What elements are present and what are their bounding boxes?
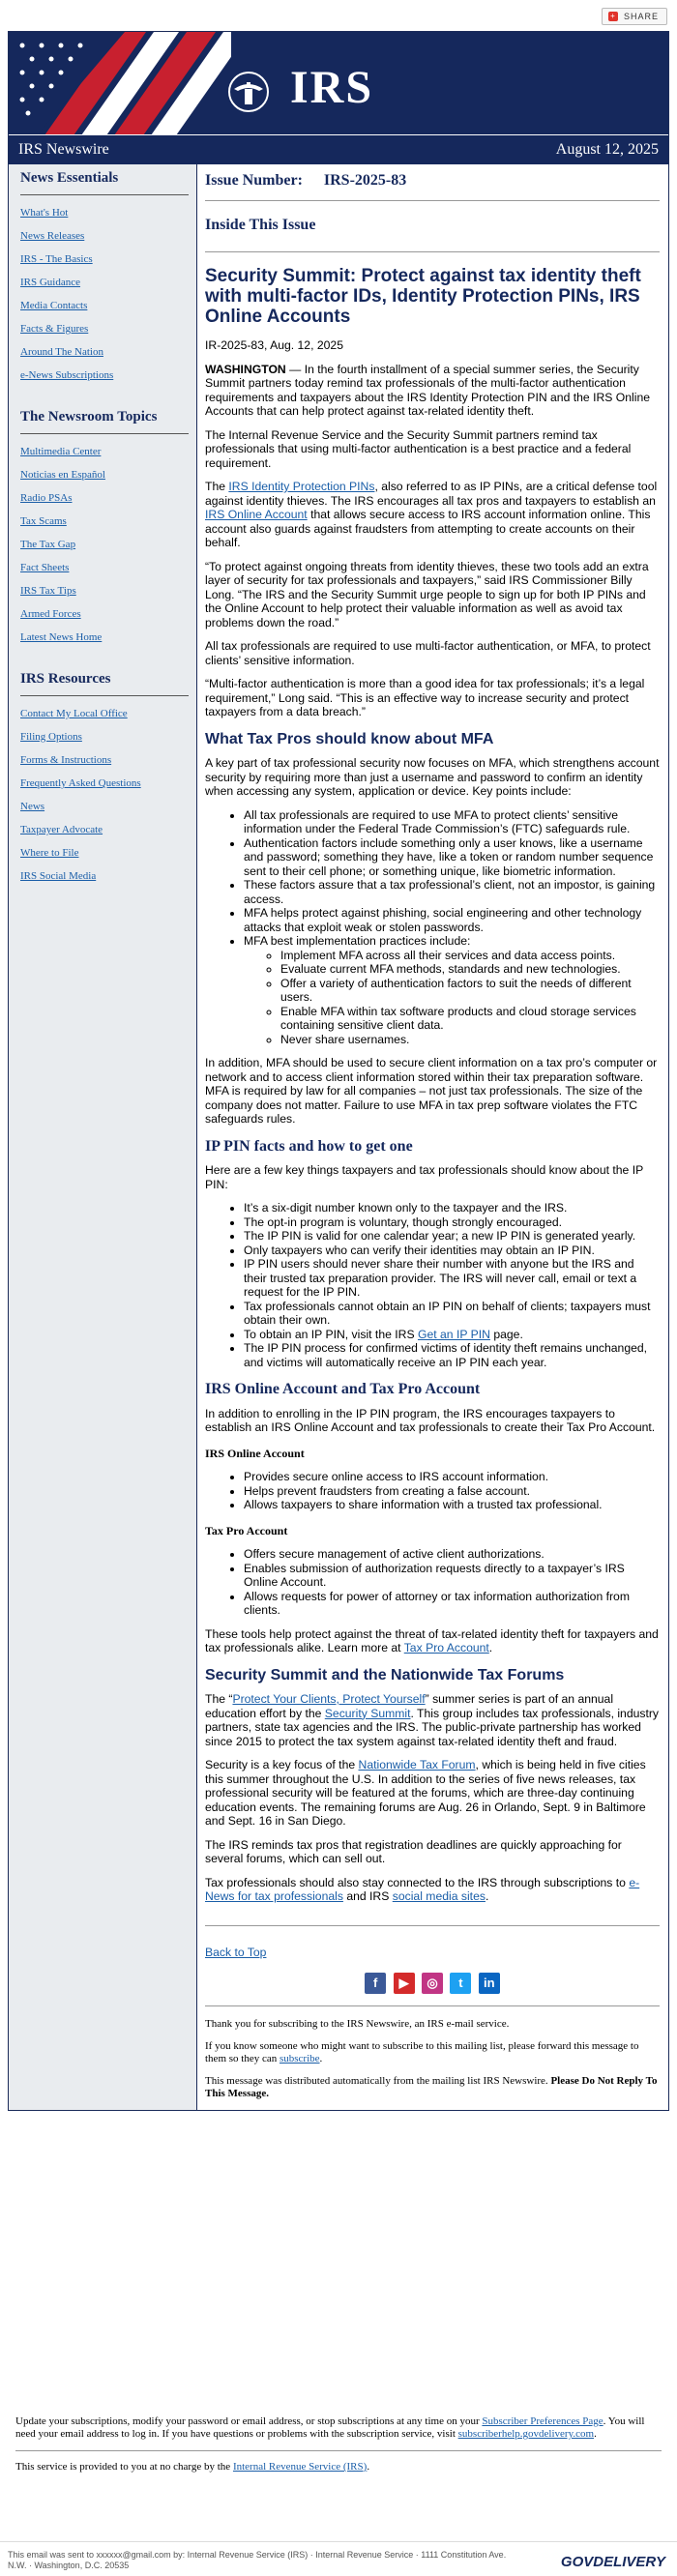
mfa-list xyxy=(205,808,660,1047)
get-ip-pin-link[interactable]: Get an IP PIN xyxy=(417,1327,490,1341)
subscriberhelp-link[interactable]: subscriberhelp.govdelivery.com xyxy=(457,2428,595,2440)
paragraph: The “Protect Your Clients, Protect Yourself” summer series is part of an annual education effort by the Security Summit. This group includes tax professionals, industry partners, state tax agencies and the IRS. The public-private partnership has worked since 2015 to protect the tax system against tax-related identity theft and fraud. xyxy=(205,1692,660,1748)
share-label: SHARE xyxy=(623,12,659,21)
paragraph: “Multi-factor authentication is more than a good idea for tax professionals; it’s a legal requirement,” Long said. “This is an effective way to increase security and protect taxpayers from a data breach.” xyxy=(205,677,645,718)
youtube-icon[interactable]: ▶ xyxy=(394,1973,415,1994)
protect-clients-link[interactable]: Protect Your Clients, Protect Yourself xyxy=(232,1692,426,1706)
sidebar-link[interactable]: Fact Sheets xyxy=(20,562,70,573)
section-heading-online: IRS Online Account and Tax Pro Account xyxy=(205,1381,481,1397)
paragraph: The IRS reminds tax pros that registration deadlines are quickly approaching for several forums, which can sell out. xyxy=(205,1837,622,1865)
divider xyxy=(205,1925,660,1926)
linkedin-icon[interactable]: in xyxy=(479,1973,500,1994)
subheading-online-account: IRS Online Account xyxy=(205,1446,305,1460)
content-columns xyxy=(9,164,668,2110)
section-heading-summit: Security Summit and the Nationwide Tax Forums xyxy=(205,1666,565,1683)
sidebar-link[interactable]: Where to File xyxy=(20,847,79,859)
list-item: • MFA helps protect against phishing, social engineering and other technology attacks that exploit weak or stolen passwords. xyxy=(244,906,660,934)
list-item: • Allows taxpayers to share information with a trusted tax professional. xyxy=(244,1498,660,1512)
list-item: • IP PIN users should never share their number with anyone but the IRS and their trusted tax preparation provider. The IRS will never call, email or text a request for the IP PIN. xyxy=(244,1257,660,1300)
subheading-tax-pro-account: Tax Pro Account xyxy=(205,1523,288,1537)
sidebar-link[interactable]: Latest News Home xyxy=(20,631,103,643)
sidebar-link[interactable]: Forms & Instructions xyxy=(20,754,112,766)
flag-graphic xyxy=(9,32,231,134)
paragraph: All tax professionals are required to use multi-factor authentication, or MFA, to protect clients’ sensitive information. xyxy=(205,639,651,667)
issue-number-value: IRS-2025-83 xyxy=(323,172,407,189)
paragraph: In addition to enrolling in the IP PIN program, the IRS encourages taxpayers to establish an IRS Online Account and tax professionals to create their Tax Pro Account. xyxy=(205,1406,656,1434)
inside-this-issue: Inside This Issue xyxy=(205,219,660,253)
irs-logo xyxy=(226,61,373,114)
subscribe-link[interactable]: subscribe xyxy=(279,2053,320,2064)
sidebar-link[interactable]: Tax Scams xyxy=(20,515,67,527)
back-to-top-link[interactable]: Back to Top xyxy=(205,1945,267,1959)
list-item: • Offers secure management of active client authorizations. xyxy=(244,1547,660,1562)
sidebar-heading: News Essentials xyxy=(20,170,189,195)
sidebar-section xyxy=(20,671,189,883)
section-heading-mfa: What Tax Pros should know about MFA xyxy=(205,730,494,747)
sidebar-heading: The Newsroom Topics xyxy=(20,409,189,434)
sidebar-link[interactable]: IRS Tax Tips xyxy=(20,585,76,597)
newsletter-frame xyxy=(8,31,669,2111)
paragraph: Tax professionals should also stay connected to the IRS through subscriptions to e-News for tax professionals and IRS social media sites. xyxy=(205,1875,640,1903)
sidebar-link[interactable]: e-News Subscriptions xyxy=(20,369,114,381)
twitter-icon[interactable]: t xyxy=(450,1973,471,1994)
sidebar-section xyxy=(20,170,189,382)
tax-forum-link[interactable]: Nationwide Tax Forum xyxy=(358,1758,476,1771)
issue-label: Issue Number: xyxy=(205,172,303,189)
share-button[interactable] xyxy=(602,8,667,25)
social-icons xyxy=(205,1973,660,1994)
list-item: • The IP PIN is valid for one calendar year; a new IP PIN is generated yearly. xyxy=(244,1229,660,1244)
list-item: • The IP PIN process for confirmed victims of identity theft remains unchanged, and victims will automatically receive an IP PIN each year. xyxy=(244,1341,660,1369)
sidebar-link[interactable]: Around The Nation xyxy=(20,346,103,358)
paragraph: These tools help protect against the threat of tax-related identity theft for taxpayers and tax professionals alike. Learn more at Tax Pro Account. xyxy=(205,1626,659,1654)
forward-text: If you know someone who might want to subscribe to this mailing list, please forward this message to them so they can subscribe. xyxy=(205,2040,639,2064)
legal-text: This email was sent to xxxxxx@gmail.com by: Internal Revenue Service (IRS) · Internal Revenue Service · 1111 Constitution Ave. N.W. · Washington, D.C. 20535 xyxy=(8,2550,507,2570)
instagram-icon[interactable]: ◎ xyxy=(422,1973,443,1994)
list-item: ◦ Evaluate current MFA methods, standards and new technologies. xyxy=(280,962,660,977)
sidebar-link[interactable]: Multimedia Center xyxy=(20,446,102,457)
sidebar-link[interactable]: Media Contacts xyxy=(20,300,88,311)
sidebar-link[interactable]: Filing Options xyxy=(20,731,82,743)
list-item: • The opt-in program is voluntary, though strongly encouraged. xyxy=(244,1215,660,1230)
list-item: • MFA best implementation practices include: ◦ Implement MFA across all their services and data access points. ◦ Evaluate current MFA methods, standards and new technologies. ◦ Offer a variety of authentication factors to suit the needs of different users. ◦ Enable MFA within tax software products and cloud storage services containing sensitive client data. ◦ Never share usernames. xyxy=(244,934,660,1046)
service-text: This service is provided to you at no charge by the Internal Revenue Service (IRS). xyxy=(15,2461,370,2473)
sidebar-link[interactable]: Radio PSAs xyxy=(20,492,73,504)
list-item: • Tax professionals cannot obtain an IP PIN on behalf of clients; taxpayers must obtain their own. xyxy=(244,1300,660,1328)
taxpro-list xyxy=(205,1547,660,1618)
eagle-icon xyxy=(226,70,271,114)
list-item: • Enables submission of authorization requests directly to a taxpayer’s IRS Online Account. xyxy=(244,1562,660,1590)
sidebar-section xyxy=(20,409,189,644)
paragraph: Security is a key focus of the Nationwide Tax Forum, which is being held in five cities this summer throughout the U.S. In addition to the series of five news releases, tax professional security will be featured at the forums, which are three-day continuing education events. The remaining forums are Aug. 26 in Orlando, Sept. 9 in Baltimore and Sept. 16 in San Diego. xyxy=(205,1758,646,1828)
title-bar xyxy=(9,134,668,164)
list-item: • Authentication factors include something only a user knows, like a username and password; something they have, like a token or random number sequence sent to their cell phone; or something unique, like biometric information. xyxy=(244,836,660,879)
irs-logo-text: IRS xyxy=(290,62,374,113)
list-item: • Only taxpayers who can verify their identities may obtain an IP PIN. xyxy=(244,1244,660,1258)
legal-footer xyxy=(0,2541,677,2576)
social-media-link[interactable]: social media sites xyxy=(392,1889,486,1903)
irs-link[interactable]: Internal Revenue Service (IRS) xyxy=(232,2461,368,2473)
enews-link[interactable]: e-News for tax professionals xyxy=(205,1875,640,1903)
sidebar-link[interactable]: What's Hot xyxy=(20,207,69,219)
paragraph: WASHINGTON — In the fourth installment of a special summer series, the Security Summit partners today remind tax professionals of the multi-factor authentication requirements and taxpayers about the IRS Identity Protection PIN and the IRS Online Accounts that can help protect against tax-related identity theft. xyxy=(205,362,650,418)
mfa-sublist xyxy=(244,949,660,1047)
sidebar-link[interactable]: The Tax Gap xyxy=(20,539,76,550)
dateline: IR-2025-83, Aug. 12, 2025 xyxy=(205,338,343,352)
paragraph: “To protect against ongoing threats from identity thieves, these two tools add an extra layer of security for tax professionals and taxpayers,” said IRS Commissioner Billy Long. “The IRS and the Security Summit urge people to sign up for both IP PINs and the Online Account to help protect their valuable information as well as avoid tax problems down the road.” xyxy=(205,559,649,629)
section-heading-ippin: IP PIN facts and how to get one xyxy=(205,1137,413,1155)
sidebar-link[interactable]: News xyxy=(20,801,45,812)
paragraph: A key part of tax professional security now focuses on MFA, which strengthens account security by requiring more than just a username and password to confirm an identity when accessing any system, application or device. Key points include: xyxy=(205,756,660,798)
sidebar-link[interactable]: IRS Social Media xyxy=(20,870,97,882)
list-item: • Provides secure online access to IRS account information. xyxy=(244,1470,660,1484)
sidebar-link[interactable]: Noticias en Español xyxy=(20,469,105,481)
subscription-footer xyxy=(0,2415,677,2474)
update-text: Update your subscriptions, modify your password or email address, or stop subscriptions at any time on your Subscriber Preferences Page. You will need your email address to log in. If you have questions or problems with the subscription service, visit subscriberhelp.govdelivery.com. xyxy=(15,2415,645,2440)
paragraph: Here are a few key things taxpayers and tax professionals should know about the IP PIN: xyxy=(205,1163,644,1191)
list-item: • It’s a six-digit number known only to the taxpayer and the IRS. xyxy=(244,1201,660,1215)
share-icon: + xyxy=(608,12,618,21)
list-item: • Helps prevent fraudsters from creating a false account. xyxy=(244,1484,660,1499)
list-item: • These factors assure that a tax professional’s client, not an impostor, is gaining access. xyxy=(244,878,660,906)
share-bar xyxy=(0,0,677,31)
sidebar-link[interactable]: Frequently Asked Questions xyxy=(20,777,141,789)
list-item: ◦ Never share usernames. xyxy=(280,1033,660,1047)
paragraph: In addition, MFA should be used to secure client information on a tax pro’s computer or network and to access client information stored within their tax preparation software. MFA is required by law for all companies – not just tax professionals. The size of the company does not matter. Failure to use MFA in tax prep software violates the FTC safeguards rules. xyxy=(205,1056,658,1126)
list-item: • Allows requests for power of attorney or tax information authorization from clients. xyxy=(244,1590,660,1618)
thanks-text: Thank you for subscribing to the IRS Newswire, an IRS e-mail service. xyxy=(205,2018,510,2030)
online-account-link[interactable]: IRS Online Account xyxy=(205,508,308,521)
sidebar-link[interactable]: Armed Forces xyxy=(20,608,81,620)
sidebar-link[interactable]: Taxpayer Advocate xyxy=(20,824,103,835)
header-banner xyxy=(9,32,668,134)
ippin-list xyxy=(205,1201,660,1369)
issue-number xyxy=(205,174,660,201)
ip-pin-link[interactable]: IRS Identity Protection PINs xyxy=(228,480,375,493)
tax-pro-account-link[interactable]: Tax Pro Account xyxy=(403,1641,489,1654)
newswire-title: IRS Newswire xyxy=(18,141,109,158)
paragraph: The Internal Revenue Service and the Security Summit partners remind tax professionals that using multi-factor authentication is a best practice and a federal requirement. xyxy=(205,427,632,470)
security-summit-link[interactable]: Security Summit xyxy=(324,1706,411,1720)
sidebar-link[interactable]: IRS Guidance xyxy=(20,277,81,288)
headline: Security Summit: Protect against tax identity theft with multi-factor IDs, Identity Protection PINs, IRS Online Accounts xyxy=(205,266,641,327)
sidebar-link[interactable]: IRS - The Basics xyxy=(20,253,93,265)
sidebar-link[interactable]: Contact My Local Office xyxy=(20,708,128,719)
divider xyxy=(205,2005,660,2006)
online-list xyxy=(205,1470,660,1512)
govdelivery-logo: GOVDELIVERY xyxy=(560,2554,665,2570)
facebook-icon[interactable]: f xyxy=(365,1973,386,1994)
list-item: ◦ Offer a variety of authentication factors to suit the needs of different users. xyxy=(280,977,660,1005)
main-content xyxy=(197,164,667,2110)
sidebar-heading: IRS Resources xyxy=(20,671,189,696)
sidebar-link[interactable]: Facts & Figures xyxy=(20,323,89,335)
list-item: • All tax professionals are required to use MFA to protect clients’ sensitive information under the Federal Trade Commission’s (FTC) safeguards rule. xyxy=(244,808,660,836)
list-item: ◦ Enable MFA within tax software products and cloud storage services containing sensitive client data. xyxy=(280,1005,660,1033)
paragraph: The IRS Identity Protection PINs, also referred to as IP PINs, are a critical defense tool against identity thieves. The IRS encourages all tax pros and taxpayers to establish an IRS Online Account that allows secure access to IRS account information online. This account also guards against fraudsters from attempting to create accounts on their behalf. xyxy=(205,480,658,549)
auto-text: This message was distributed automatically from the mailing list IRS Newswire. Please Do Not Reply To This Message. xyxy=(205,2075,658,2099)
list-item: ◦ Implement MFA across all their services and data access points. xyxy=(280,949,660,963)
divider xyxy=(15,2450,662,2451)
list-item: • To obtain an IP PIN, visit the IRS Get an IP PIN page. xyxy=(244,1328,660,1342)
sidebar xyxy=(9,164,197,2110)
sidebar-link[interactable]: News Releases xyxy=(20,230,85,242)
issue-date: August 12, 2025 xyxy=(555,141,659,158)
preferences-link[interactable]: Subscriber Preferences Page xyxy=(482,2415,603,2427)
